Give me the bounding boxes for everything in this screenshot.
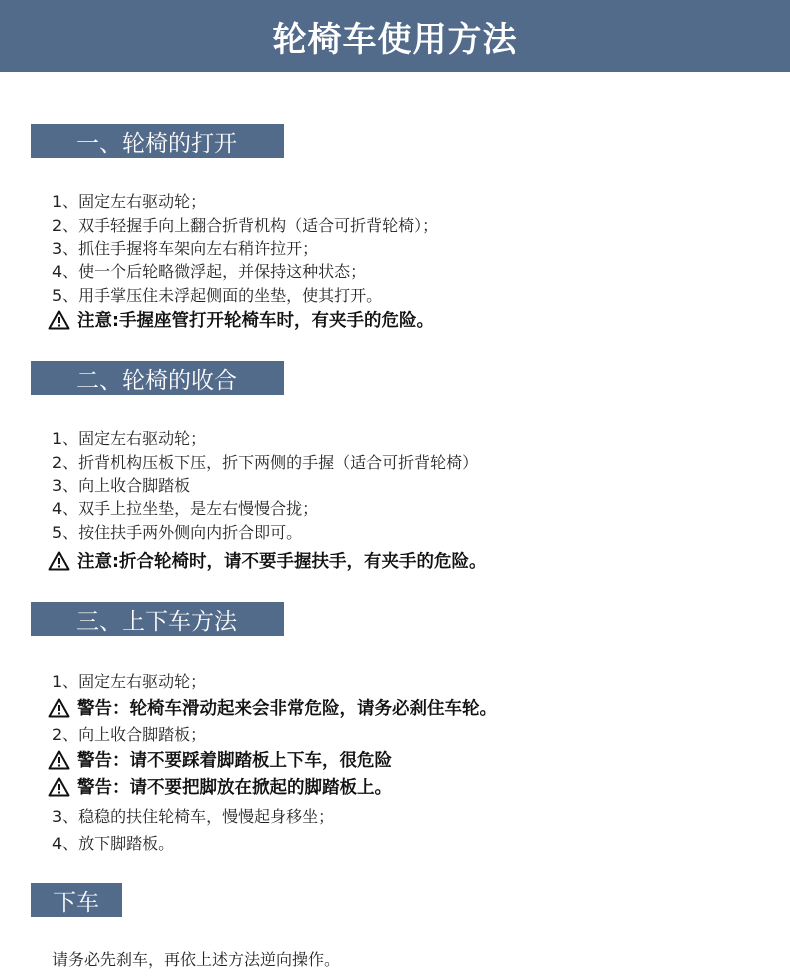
list-item: 2、折背机构压板下压，折下两侧的手握（适合可折背轮椅） [52, 453, 479, 472]
list-item: 3、向上收合脚踏板 [52, 476, 191, 495]
warning-text: 警告：请不要踩着脚踏板上下车，很危险 [77, 751, 392, 771]
list-item: 4、双手上拉坐垫，是左右慢慢合拢； [52, 499, 319, 518]
warning-line [48, 695, 497, 720]
warning-line [48, 307, 434, 332]
warning-text: 警告：请不要把脚放在掀起的脚踏板上。 [77, 778, 392, 798]
warning-triangle-icon [48, 551, 70, 571]
list-item: 5、用手掌压住未浮起侧面的坐垫，使其打开。 [52, 286, 383, 305]
warning-text: 注意:折合轮椅时，请不要手握扶手，有夹手的危险。 [77, 552, 487, 572]
warning-text: 警告：轮椅车滑动起来会非常危险，请务必刹住车轮。 [77, 699, 497, 719]
section-header-label: 三、上下车方法 [76, 608, 237, 635]
warning-triangle-icon [48, 310, 70, 330]
section-header-label: 下车 [53, 889, 99, 916]
section-header-open [31, 124, 284, 158]
section-header-label: 二、轮椅的收合 [76, 367, 237, 394]
page-title: 轮椅车使用方法 [272, 19, 518, 60]
warning-line [48, 747, 392, 772]
warning-line [48, 548, 487, 573]
list-item: 2、双手轻握手向上翻合折背机构（适合可折背轮椅）； [52, 216, 439, 235]
list-item: 4、使一个后轮略微浮起，并保持这种状态； [52, 262, 367, 281]
warning-triangle-icon [48, 777, 70, 797]
list-item: 2、向上收合脚踏板； [52, 725, 207, 744]
section-header-fold [31, 361, 284, 395]
title-banner [0, 0, 790, 72]
warning-triangle-icon [48, 698, 70, 718]
section-header-exit [31, 883, 122, 917]
warning-line [48, 774, 392, 799]
section-header-label: 一、轮椅的打开 [76, 130, 237, 157]
section-header-transfer [31, 602, 284, 636]
warning-triangle-icon [48, 750, 70, 770]
list-item: 3、稳稳的扶住轮椅车，慢慢起身移坐； [52, 807, 335, 826]
list-item: 请务必先刹车，再依上述方法逆向操作。 [52, 950, 341, 969]
list-item: 4、放下脚踏板。 [52, 834, 175, 853]
list-item: 1、固定左右驱动轮； [52, 192, 207, 211]
list-item: 3、抓住手握将车架向左右稍许拉开； [52, 239, 319, 258]
list-item: 1、固定左右驱动轮； [52, 672, 207, 691]
list-item: 5、按住扶手两外侧向内折合即可。 [52, 523, 303, 542]
warning-text: 注意:手握座管打开轮椅车时，有夹手的危险。 [77, 311, 434, 331]
list-item: 1、固定左右驱动轮； [52, 429, 207, 448]
